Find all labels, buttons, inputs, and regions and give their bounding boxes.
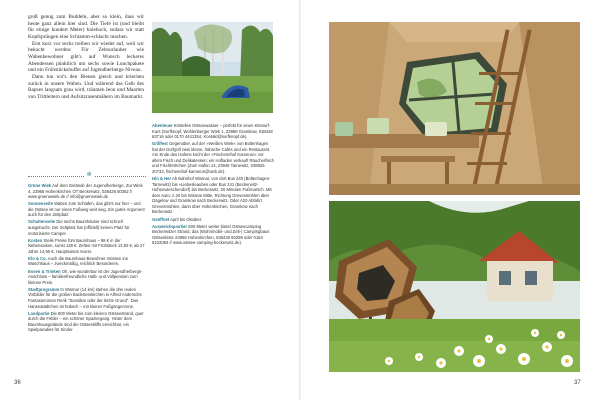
- page-number-left: 36: [14, 380, 21, 386]
- info-label: Grüne Wiek: [28, 183, 52, 188]
- info-text: Die 800 Meter bis zum kleinen Ostseestrand, quer durch die Felder – ein schöner Spaziergang. Hinter dem Baumhausgelände sind die Ostseekliffs erreichbar, ein Spielparadies für Kinder.: [28, 310, 144, 333]
- info-entry-klo: [28, 256, 146, 267]
- photo-treehouse-exterior: [329, 201, 580, 372]
- info-entry-kosten: [28, 238, 146, 255]
- info-entry-schattenseite: [28, 219, 146, 236]
- info-entry-sonnenseite: [28, 201, 146, 218]
- info-entry-geoeffnet: [152, 217, 274, 223]
- info-column-right: [152, 123, 274, 247]
- info-label: Stadtprogramm: [28, 286, 60, 292]
- info-label: Schattenseite: [28, 219, 56, 225]
- info-label: Hin & Her: [152, 176, 172, 182]
- page-number-right: 37: [574, 380, 581, 386]
- info-label: Geöffnet: [152, 216, 170, 222]
- info-entry-stadtprogramm: [28, 287, 146, 309]
- photo-tent-meadow: [152, 22, 273, 113]
- info-text: Kristelles Ostseewasser – perfekt für einen Kitesurf-Kurs (Surfknopf, Wohlenberger Wiek 1, 23968 Gramkow, 038428 63716 oder 0170 4441354, Kontakt@surfknopf.de).: [152, 123, 273, 140]
- info-entry-essen: [28, 269, 146, 286]
- info-entry-hin-her: [152, 176, 274, 215]
- info-text: Die sechs Baumhäuser sind schnell ausgebucht. Der Zeltplatz hat (offiziell) keinen Platz für motorisierte Camper.: [28, 219, 130, 236]
- info-label: Landpartie: [28, 310, 50, 316]
- info-label: Klo & Co.: [28, 255, 47, 261]
- info-label: Ausweichquartier: [152, 223, 188, 229]
- info-text: Waben zum Schlafen, das gibt's nur hier – und die Ostsee ist nur einen Fußweg weit weg. Ein gutes Argument auch für den Zeltplatz.: [28, 201, 145, 218]
- info-column-left: [28, 183, 146, 334]
- section-divider: [28, 173, 146, 179]
- info-text: In Wismar (14 km) stehen die drei realen Vorbilder für die großen Backsteinkirchen in Alfred Anderschs Fantasieroman Rerik "Sansibar oder der letzte Grund". Das Hanseatädtchen ist hübsch – mit kleiner Fußgängerzone.: [28, 286, 142, 309]
- info-label: Abenteuer: [152, 123, 173, 128]
- info-text: Gegenüber, auf der »Weißen Wiek« von Boltenhagen hat der Dorfgrill zwei kleine, hübsche Cafés und ein Restaurant. Am Ende des Hafens kocht der »Fischereihof Kamerun« vor allem Fisch und Delikatessen; ein Hofladen verkauft Räucherfisch und Fischbrötchen (Zum Hafen 14, 23946 Tarnewitz, 038825 20733, fischereihof-kamerun@web.de).: [152, 141, 274, 174]
- info-text: Auf dem Gelände der Jugendherberge, Zur Wiek 4, 23968 Hohenkirchen OT Beckerwitz, 038428 60362 // www.gruenewiek.de // info@gruenewiek.de: [28, 183, 143, 200]
- photo-treehouse-interior: [329, 22, 580, 195]
- info-text: 500 Meter weiter bietet Ostseecamping Beckerwitzer Strand, das (Wohnmobil- und Zelt-) Campingbaus Ostseekiste 23968 Hohenkirchen, 038428 60296 oder 0163 8102083 // www.ostsee-camping-beckerwitz.de).: [152, 223, 270, 246]
- body-paragraph: groß genug zum Buddeln, aber so klein, dass wir heute ganz allein hier sind. Die Tiefe ist (und bleibt für einige hundert Meter) kniehoch, sodass wir statt Kopfsprüngen eine Schlamm-schlacht machen.: [28, 14, 144, 40]
- info-text: Oh, wie wunderbar ist der Jugendherbergs-Anschluss – familienfreundliche Halb- und Vollpension zum kleinen Preis.: [28, 268, 143, 285]
- info-label: Essen & Trinken: [28, 268, 61, 274]
- info-text: Steile Preise fürs Baumhaus – 99 € in der Nebensaison, sonst 139 €. Zelten mit Frühstück 13,50 €, ab 27 Jahre 14,90 €, Hauptsaison teurer.: [28, 237, 145, 254]
- info-text: April bis Oktober.: [169, 216, 203, 222]
- info-entry-ausweichquartier: [152, 224, 274, 246]
- info-label: Grillfest: [152, 141, 168, 147]
- info-entry-gruene-wiek: [28, 183, 146, 200]
- info-entry-abenteuer: [152, 123, 274, 140]
- info-entry-landpartie: [28, 311, 146, 333]
- info-label: Kosten: [28, 237, 43, 243]
- body-text-column: [28, 14, 144, 101]
- info-label: Sonnenseite: [28, 201, 53, 207]
- divider-star-icon: ✻: [86, 171, 92, 178]
- body-paragraph: Dann tun wir's den Bienen gleich und kriechen zurück in unsere Waben. Und während das Gelb des Rapses langsam grau wird, träumen Ieon und Maarten von Trittleitern und Aufsitzrasenmähern im Baumarkt.: [28, 73, 144, 100]
- info-text: Auch die Baumhaus-Bewohner müssen ins Waschhaus – zweckmäßig, reichlich Besorderes.: [28, 255, 128, 267]
- info-entry-grillfest: [152, 141, 274, 174]
- info-text: Ab Bahnhof Wismar, von dort Bus 240 (Boltenhagen-Tarnewitz) bis »Liebesleaubes oder Bus 241 (Beckerwitz-Hohenwieschendorf) bis Beckerwitz, 20 Minuten Fußmarsch. Mit dem Auto: A 20 bis Wismar Mitte, Richtung Grevesmühlen über Gägelow und Gramkow nach Beckerwitz. Oder A20 Abfahrt Grevesmühlen, dann über Hohenkirchen, Gramkow nach Beckerwitz.: [152, 176, 272, 215]
- page-gutter: [299, 0, 301, 400]
- body-paragraph: Erst kurz vor sechs treiben wir wieder auf, weil wir bekocht werden: Für Zeltsurlauber wie Wabenbewohner gibt's auf Wunsch leckeres Abendessen pünktlich um sechs sowie Lunchpakete und ein Frühstücksbuffet auf Jugendherbergs-Niveau.: [28, 40, 144, 74]
